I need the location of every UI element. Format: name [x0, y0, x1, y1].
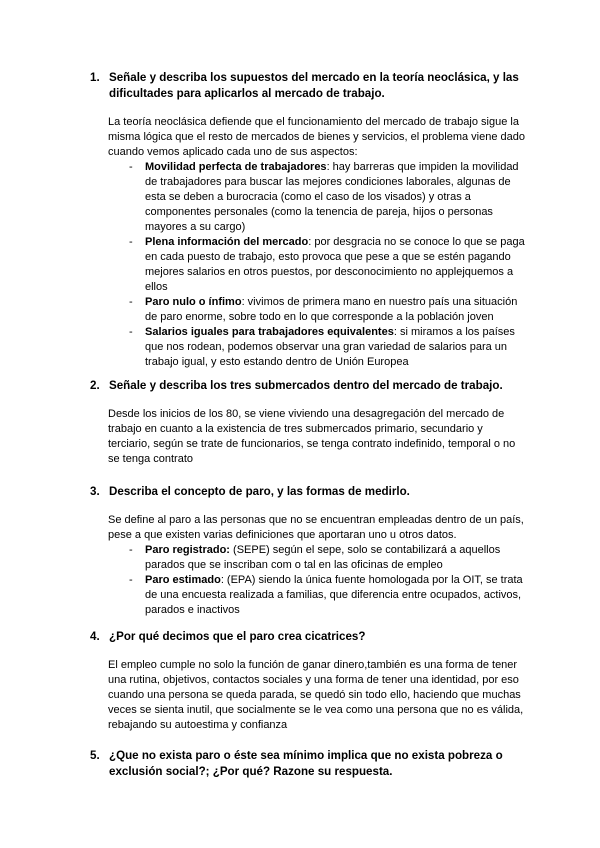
question-title: Señale y describa los tres submercados dentro del mercado de trabajo. [109, 379, 503, 392]
item-text: : (EPA) siendo la única fuente homologada por la OIT, se trata de una encuesta realizada a familias, que diferencia entre ocupados, activos, parados e inactivos [145, 574, 523, 616]
item-term: Plena información del mercado [145, 236, 309, 248]
dash-bullet: - [129, 574, 133, 586]
dash-bullet: - [129, 296, 133, 308]
question-title: ¿Que no exista paro o éste sea mínimo implica que no exista pobreza o exclusión social?; ¿Por qué? Razone su respuesta. [109, 749, 503, 778]
list-item [108, 160, 525, 235]
dash-bullet: - [129, 326, 133, 338]
question-number: 5. [90, 749, 100, 762]
question-1-heading [90, 70, 520, 102]
list-item [108, 325, 525, 370]
item-text: : hay barreras que impiden la movilidad de trabajadores para buscar las mejores condiciones laborales, algunas de esta se deben a burocracia (como el caso de los visados) y otras a componentes personales (como la tenencia de pareja, hijos o personas mayores a su cargo) [145, 161, 519, 233]
item-text: : por desgracia no se conoce lo que se paga en cada puesto de trabajo, esto provoca que pese a que se estén pagando mejores salarios en otros puestos, por desconocimiento no applejquemos a ellos [145, 236, 525, 293]
list-item [108, 543, 525, 573]
question-1-answer [108, 115, 525, 370]
item-term: Paro estimado [145, 574, 221, 586]
question-number: 4. [90, 630, 100, 643]
list-item [108, 295, 525, 325]
answer-paragraph: Desde los inicios de los 80, se viene viviendo una desagregación del mercado de trabajo en cuanto a la existencia de tres submercados primario, secundario y terciario, según se trate de funcionarios, se tenga contrato indefinido, temporal o no se tenga contrato [108, 408, 516, 465]
dash-bullet: - [129, 161, 133, 173]
question-3-heading [90, 484, 520, 500]
question-2-heading [90, 378, 520, 394]
item-text: : si miramos a los países que nos rodean, podemos observar una gran variedad de salarios para un trabajo igual, y esto estando dentro de Unión Europea [145, 326, 515, 368]
question-4-answer [108, 658, 525, 733]
question-number: 2. [90, 379, 100, 392]
question-3-answer [108, 513, 525, 618]
item-term: Movilidad perfecta de trabajadores [145, 161, 327, 173]
answer-paragraph: Se define al paro a las personas que no se encuentran empleadas dentro de un país, pese a que existen varias definiciones que aportaran uno u otros datos. [108, 514, 524, 541]
item-text: : vivimos de primera mano en nuestro país una situación de paro enorme, sobre todo en lo que corresponde a la población joven [145, 296, 518, 323]
question-title: Describa el concepto de paro, y las formas de medirlo. [109, 485, 410, 498]
item-term: Paro registrado: [145, 544, 230, 556]
question-4-heading [90, 629, 520, 645]
answer-paragraph: El empleo cumple no solo la función de ganar dinero,también es una forma de tener una rutina, objetivos, contactos sociales y una forma de tener una identidad, por eso cuando una persona se queda parada, se quedó sin todo ello, haciendo que muchas veces se sienta inutil, que socialmente se le vea como una persona que no es válida, rebajando su autoestima y confianza [108, 659, 524, 731]
item-term: Paro nulo o ínfimo [145, 296, 242, 308]
answer-paragraph: La teoría neoclásica defiende que el funcionamiento del mercado de trabajo sigue la misma lógica que el resto de mercados de bienes y servicios, el problema viene dado cuando vemos aplicado cada uno de sus aspectos: [108, 116, 525, 158]
question-2-answer [108, 407, 525, 467]
question-5-heading [90, 748, 520, 780]
item-term: Salarios iguales para trabajadores equivalentes [145, 326, 394, 338]
dash-bullet: - [129, 236, 133, 248]
dash-bullet: - [129, 544, 133, 556]
question-title: Señale y describa los supuestos del mercado en la teoría neoclásica, y las dificultades para aplicarlos al mercado de trabajo. [109, 71, 519, 100]
question-number: 3. [90, 485, 100, 498]
list-item [108, 235, 525, 295]
question-number: 1. [90, 71, 100, 84]
item-text: (SEPE) según el sepe, solo se contabilizará a aquellos parados que se inscriban com o tal en las oficinas de empleo [145, 544, 501, 571]
list-item [108, 573, 525, 618]
question-title: ¿Por qué decimos que el paro crea cicatrices? [109, 630, 366, 643]
supuestos-list [108, 160, 525, 370]
paro-measures-list [108, 543, 525, 618]
